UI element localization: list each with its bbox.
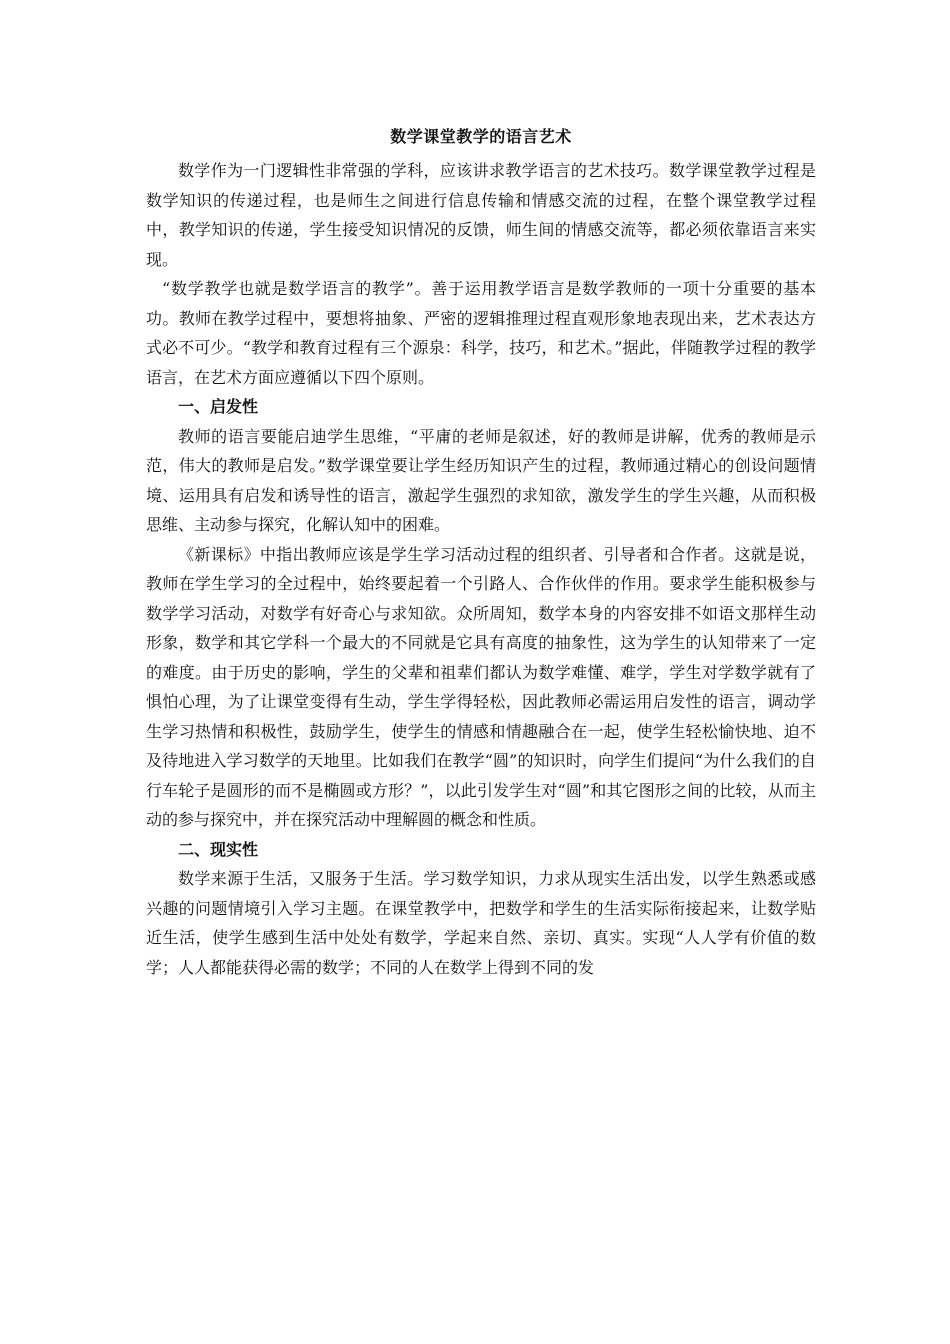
section1-paragraph-2: 《新课标》中指出教师应该是学生学习活动过程的组织者、引导者和合作者。这就是说，教师在学生学习的全过程中，始终要起着一个引路人、合作伙伴的作用。要求学生能积极参与数学学习活动，对数学有好奇心与求知欲。众所周知，数学本身的内容安排不如语文那样生动形象，数学和其它学科一个最大的不同就是它具有高度的抽象性，这为学生的认知带来了一定的难度。由于历史的影响，学生的父辈和祖辈们都认为数学难懂、难学，学生对学数学就有了惧怕心理，为了让课堂变得有生动，学生学得轻松，因此教师必需运用启发性的语言，调动学生学习热情和积极性，鼓励学生，使学生的情感和情趣融合在一起，使学生轻松愉快地、迫不及待地进入学习数学的天地里。比如我们在教学“圆”的知识时，向学生们提问“为什么我们的自行车轮子是圆形的而不是椭圆或方形？”，以此引发学生对“圆”和其它图形之间的比较，从而主动的参与探究中，并在探究活动中理解圆的概念和性质。	[146, 544, 816, 829]
section-heading-inspiration: 一、启发性	[178, 397, 259, 416]
section-heading-reality: 二、现实性	[178, 839, 259, 859]
intro-paragraph-1: 数学作为一门逻辑性非常强的学科，应该讲求教学语言的艺术技巧。数学课堂教学过程是数学知识的传递过程，也是师生之间进行信息传输和情感交流的过程，在整个课堂教学过程中，教学知识的传递，学生接受知识情况的反馈，师生间的情感交流等，都必须依靠语言来实现。	[146, 161, 816, 269]
section1-paragraph-1: 教师的语言要能启迪学生思维，“平庸的老师是叙述，好的教师是讲解，优秀的教师是示范，伟大的教师是启发。”数学课堂要让学生经历知识产生的过程，教师通过精心的创设问题情境、运用具有启发和诱导性的语言，激起学生强烈的求知欲，激发学生的学生兴趣，从而积极思维、主动参与探究，化解认知中的困难。	[146, 426, 816, 534]
section2-paragraph-1: 数学来源于生活，又服务于生活。学习数学知识，力求从现实生活出发，以学生熟悉或感兴趣的问题情境引入学习主题。在课堂教学中，把数学和学生的生活实际衔接起来，让数学贴近生活，使学生感到生活中处处有数学，学起来自然、亲切、真实。实现“人人学有价值的数学；人人都能获得必需的数学；不同的人在数学上得到不同的发	[146, 869, 816, 977]
document-title: 数学课堂教学的语言艺术	[390, 127, 572, 146]
document-body	[146, 126, 816, 982]
intro-paragraph-2: “数学教学也就是数学语言的教学”。善于运用教学语言是数学教师的一项十分重要的基本功。教师在教学过程中，要想将抽象、严密的逻辑推理过程直观形象地表现出来，艺术表达方式必不可少。“教学和教育过程有三个源泉：科学，技巧，和艺术。”据此，伴随教学过程的教学语言，在艺术方面应遵循以下四个原则。	[146, 279, 816, 387]
